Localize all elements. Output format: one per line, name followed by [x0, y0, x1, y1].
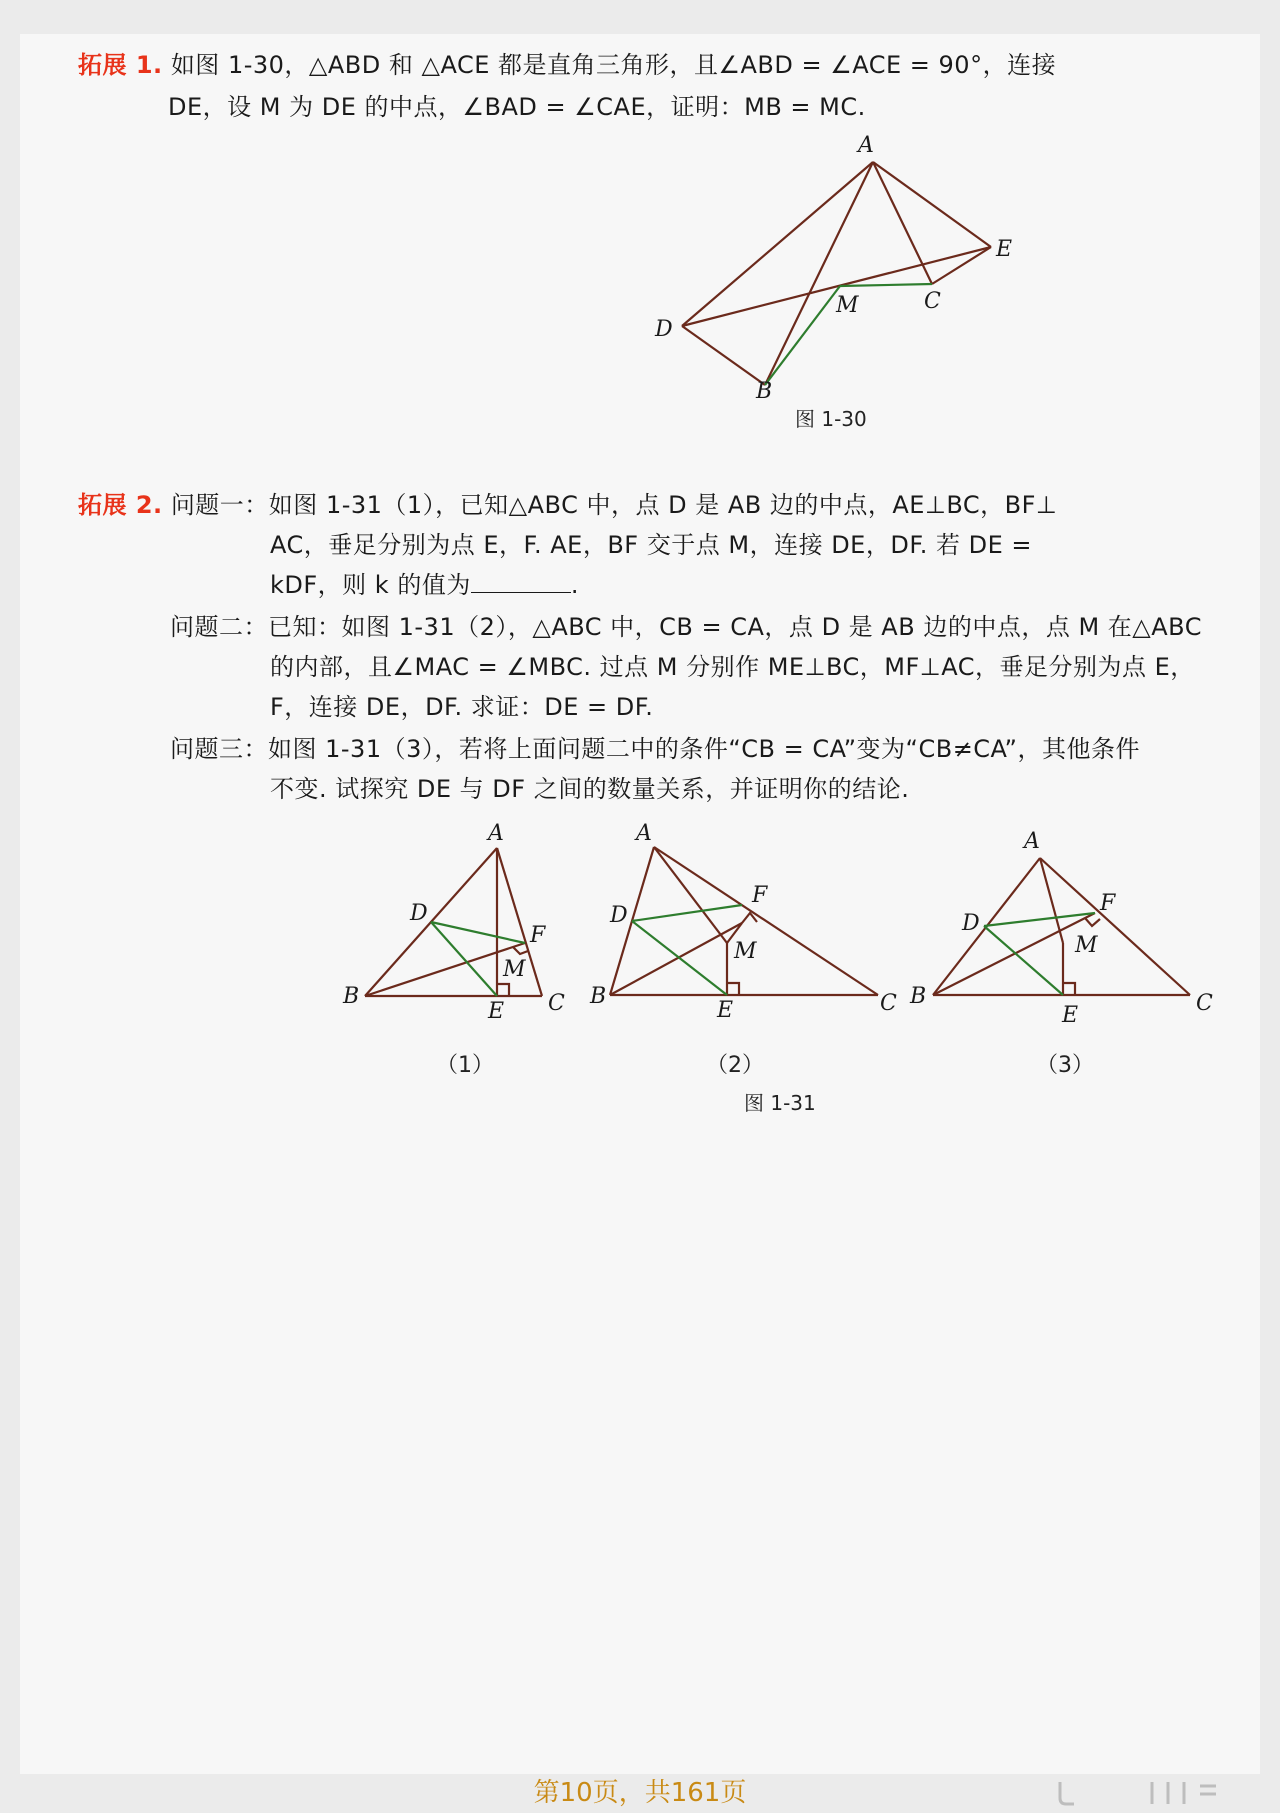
- fig131-1-point-b: B: [343, 984, 360, 1009]
- ext1-line2: DE，设 M 为 DE 的中点，∠BAD = ∠CAE，证明：MB = MC.: [168, 93, 866, 121]
- ext2-q2-line2: 的内部，且∠MAC = ∠MBC. 过点 M 分别作 ME⊥BC，MF⊥AC，垂足分别为点 E，: [270, 653, 1195, 681]
- ext1-label: 拓展 1.: [78, 51, 163, 79]
- fig130-point-c: C: [924, 289, 941, 314]
- fig131-2-point-e: E: [717, 998, 734, 1023]
- fig131-1-point-c: C: [548, 991, 565, 1016]
- sub-caption-2: （2）: [706, 1053, 764, 1078]
- fig131-2-point-c: C: [880, 991, 897, 1016]
- fig131-3-point-f: F: [1100, 891, 1116, 916]
- fig130-point-a: A: [858, 133, 874, 158]
- fig131-3-point-b: B: [910, 984, 927, 1009]
- ext2-q1-text-line3: kDF，则 k 的值为: [270, 571, 471, 599]
- fig131-3-point-a: A: [1024, 829, 1040, 854]
- fig131-3-point-e: E: [1062, 1003, 1079, 1028]
- fig131-1-point-d: D: [410, 901, 428, 926]
- fig131-1-point-f: F: [530, 923, 546, 948]
- ext2-q3-line1: 问题三：如图 1-31（3），若将上面问题二中的条件“CB = CA”变为“CB≠CA”，其他条件: [170, 735, 1140, 763]
- figure-1-31-caption: 图 1-31: [744, 1091, 816, 1115]
- page-indicator: 第10页，共161页: [533, 1778, 747, 1808]
- fig130-point-d: D: [655, 317, 673, 342]
- ext2-q1-text-line1: 问题一：如图 1-31（1），已知△ABC 中，点 D 是 AB 边的中点，AE⊥BC，BF⊥: [170, 491, 1058, 519]
- figure-1-30-caption: 图 1-30: [795, 407, 867, 431]
- fig131-1-point-e: E: [488, 999, 505, 1024]
- fig131-2-point-a: A: [636, 821, 652, 846]
- sub-caption-1: （1）: [436, 1053, 494, 1078]
- sub-caption-3: （3）: [1036, 1053, 1094, 1078]
- ext2-q1-line3-period: .: [570, 571, 579, 599]
- fig130-point-b: B: [756, 379, 773, 404]
- fig131-2-point-d: D: [610, 903, 628, 928]
- fig130-point-e: E: [996, 237, 1013, 262]
- fig131-3-point-d: D: [962, 911, 980, 936]
- ext1-text-line1: 如图 1-30，△ABD 和 △ACE 都是直角三角形，且∠ABD = ∠ACE = 90°，连接: [170, 51, 1057, 79]
- fig131-1-point-m: M: [503, 957, 526, 982]
- fig131-2-point-b: B: [590, 984, 607, 1009]
- ext2-q1-line2: AC，垂足分别为点 E，F. AE，BF 交于点 M，连接 DE，DF. 若 DE =: [270, 531, 1033, 559]
- viewer-toolbar-icons: [1044, 1780, 1244, 1806]
- ext2-q2-line1: 问题二：已知：如图 1-31（2），△ABC 中，CB = CA，点 D 是 AB 边的中点，点 M 在△ABC: [170, 613, 1202, 641]
- fig131-1-point-a: A: [488, 821, 504, 846]
- ext2-q2-line3: F，连接 DE，DF. 求证：DE = DF.: [270, 693, 654, 721]
- fig130-point-m: M: [836, 293, 859, 318]
- fig131-2-point-m: M: [734, 939, 757, 964]
- ext2-label: 拓展 2.: [78, 491, 163, 519]
- ext2-q3-line2: 不变. 试探究 DE 与 DF 之间的数量关系，并证明你的结论.: [270, 775, 910, 803]
- fig131-3-point-c: C: [1196, 991, 1213, 1016]
- fig131-3-point-m: M: [1075, 933, 1098, 958]
- corner-icon: [1060, 1782, 1074, 1804]
- fig131-2-point-f: F: [752, 883, 768, 908]
